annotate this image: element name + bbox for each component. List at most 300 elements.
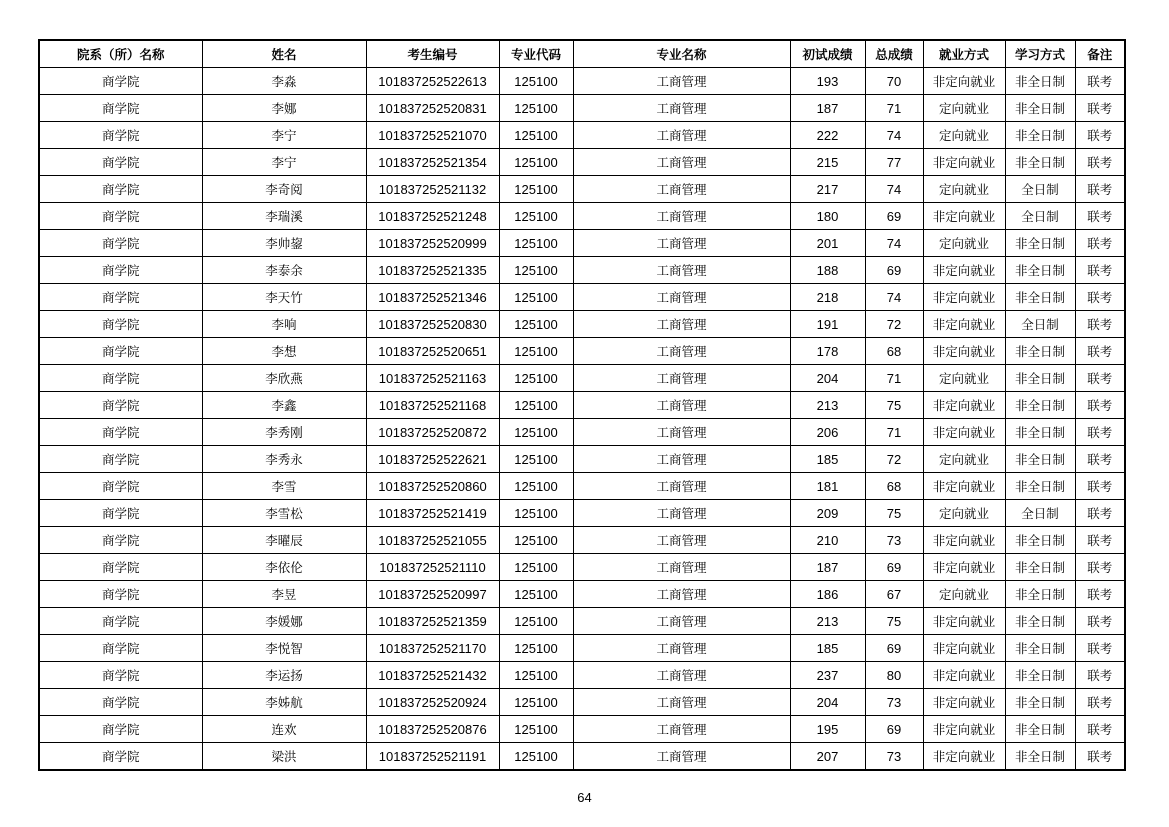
- cell-name: 李悦智: [202, 635, 366, 662]
- cell-total-score: 73: [865, 689, 923, 716]
- cell-major-name: 工商管理: [573, 257, 790, 284]
- cell-department: 商学院: [39, 743, 202, 771]
- cell-major-code: 125100: [499, 95, 573, 122]
- cell-preliminary-score: 201: [790, 230, 865, 257]
- cell-major-code: 125100: [499, 419, 573, 446]
- cell-employment-type: 非定向就业: [923, 716, 1005, 743]
- table-body: [39, 68, 1125, 771]
- cell-department: 商学院: [39, 716, 202, 743]
- cell-major-name: 工商管理: [573, 176, 790, 203]
- cell-total-score: 68: [865, 473, 923, 500]
- cell-total-score: 72: [865, 446, 923, 473]
- cell-remarks: 联考: [1075, 743, 1125, 771]
- cell-employment-type: 非定向就业: [923, 554, 1005, 581]
- cell-department: 商学院: [39, 500, 202, 527]
- cell-remarks: 联考: [1075, 176, 1125, 203]
- cell-major-code: 125100: [499, 662, 573, 689]
- cell-major-code: 125100: [499, 365, 573, 392]
- header-total-score: 总成绩: [865, 40, 923, 68]
- cell-candidate-id: 101837252520924: [366, 689, 499, 716]
- cell-total-score: 75: [865, 608, 923, 635]
- cell-candidate-id: 101837252521168: [366, 392, 499, 419]
- cell-employment-type: 定向就业: [923, 500, 1005, 527]
- cell-remarks: 联考: [1075, 419, 1125, 446]
- cell-study-mode: 全日制: [1005, 176, 1075, 203]
- table-row: [39, 68, 1125, 95]
- cell-preliminary-score: 193: [790, 68, 865, 95]
- cell-remarks: 联考: [1075, 689, 1125, 716]
- cell-candidate-id: 101837252522621: [366, 446, 499, 473]
- cell-study-mode: 非全日制: [1005, 95, 1075, 122]
- cell-major-code: 125100: [499, 203, 573, 230]
- cell-study-mode: 全日制: [1005, 311, 1075, 338]
- cell-name: 李想: [202, 338, 366, 365]
- cell-study-mode: 非全日制: [1005, 365, 1075, 392]
- cell-remarks: 联考: [1075, 527, 1125, 554]
- cell-major-name: 工商管理: [573, 446, 790, 473]
- header-row: [39, 40, 1125, 68]
- cell-preliminary-score: 195: [790, 716, 865, 743]
- cell-remarks: 联考: [1075, 554, 1125, 581]
- table-row: [39, 392, 1125, 419]
- cell-remarks: 联考: [1075, 716, 1125, 743]
- cell-preliminary-score: 178: [790, 338, 865, 365]
- cell-major-name: 工商管理: [573, 581, 790, 608]
- cell-study-mode: 非全日制: [1005, 581, 1075, 608]
- cell-total-score: 69: [865, 716, 923, 743]
- cell-study-mode: 非全日制: [1005, 257, 1075, 284]
- cell-study-mode: 非全日制: [1005, 662, 1075, 689]
- cell-department: 商学院: [39, 608, 202, 635]
- cell-department: 商学院: [39, 122, 202, 149]
- cell-study-mode: 非全日制: [1005, 473, 1075, 500]
- cell-preliminary-score: 213: [790, 608, 865, 635]
- cell-preliminary-score: 210: [790, 527, 865, 554]
- table-row: [39, 311, 1125, 338]
- page-number: 64: [577, 790, 592, 805]
- cell-total-score: 80: [865, 662, 923, 689]
- cell-employment-type: 非定向就业: [923, 338, 1005, 365]
- cell-study-mode: 非全日制: [1005, 608, 1075, 635]
- table-row: [39, 419, 1125, 446]
- cell-major-code: 125100: [499, 689, 573, 716]
- cell-preliminary-score: 204: [790, 689, 865, 716]
- header-major-code: 专业代码: [499, 40, 573, 68]
- cell-major-code: 125100: [499, 716, 573, 743]
- cell-remarks: 联考: [1075, 392, 1125, 419]
- cell-employment-type: 非定向就业: [923, 149, 1005, 176]
- cell-candidate-id: 101837252521335: [366, 257, 499, 284]
- cell-remarks: 联考: [1075, 365, 1125, 392]
- cell-major-code: 125100: [499, 608, 573, 635]
- cell-study-mode: 非全日制: [1005, 689, 1075, 716]
- header-department: 院系（所）名称: [39, 40, 202, 68]
- cell-employment-type: 非定向就业: [923, 257, 1005, 284]
- cell-name: 李响: [202, 311, 366, 338]
- cell-name: 李雪: [202, 473, 366, 500]
- cell-major-code: 125100: [499, 743, 573, 771]
- cell-candidate-id: 101837252520876: [366, 716, 499, 743]
- cell-study-mode: 非全日制: [1005, 635, 1075, 662]
- cell-major-name: 工商管理: [573, 500, 790, 527]
- cell-name: 李昱: [202, 581, 366, 608]
- table-row: [39, 473, 1125, 500]
- cell-remarks: 联考: [1075, 68, 1125, 95]
- table-row: [39, 662, 1125, 689]
- cell-major-code: 125100: [499, 446, 573, 473]
- cell-preliminary-score: 213: [790, 392, 865, 419]
- cell-preliminary-score: 187: [790, 554, 865, 581]
- cell-preliminary-score: 206: [790, 419, 865, 446]
- cell-study-mode: 非全日制: [1005, 68, 1075, 95]
- cell-preliminary-score: 215: [790, 149, 865, 176]
- cell-candidate-id: 101837252521132: [366, 176, 499, 203]
- cell-candidate-id: 101837252521359: [366, 608, 499, 635]
- cell-major-name: 工商管理: [573, 230, 790, 257]
- cell-employment-type: 定向就业: [923, 122, 1005, 149]
- cell-total-score: 68: [865, 338, 923, 365]
- cell-employment-type: 非定向就业: [923, 527, 1005, 554]
- cell-candidate-id: 101837252520860: [366, 473, 499, 500]
- cell-remarks: 联考: [1075, 230, 1125, 257]
- cell-major-name: 工商管理: [573, 392, 790, 419]
- cell-study-mode: 非全日制: [1005, 419, 1075, 446]
- cell-study-mode: 非全日制: [1005, 527, 1075, 554]
- cell-major-name: 工商管理: [573, 689, 790, 716]
- cell-major-code: 125100: [499, 284, 573, 311]
- cell-major-code: 125100: [499, 338, 573, 365]
- cell-major-code: 125100: [499, 635, 573, 662]
- cell-name: 李娜: [202, 95, 366, 122]
- cell-major-code: 125100: [499, 230, 573, 257]
- cell-major-code: 125100: [499, 581, 573, 608]
- cell-major-name: 工商管理: [573, 95, 790, 122]
- table-row: [39, 500, 1125, 527]
- table-row: [39, 149, 1125, 176]
- cell-preliminary-score: 237: [790, 662, 865, 689]
- cell-remarks: 联考: [1075, 473, 1125, 500]
- cell-major-code: 125100: [499, 122, 573, 149]
- cell-department: 商学院: [39, 257, 202, 284]
- table-row: [39, 635, 1125, 662]
- cell-department: 商学院: [39, 581, 202, 608]
- cell-candidate-id: 101837252520999: [366, 230, 499, 257]
- cell-major-code: 125100: [499, 176, 573, 203]
- cell-total-score: 67: [865, 581, 923, 608]
- cell-candidate-id: 101837252521110: [366, 554, 499, 581]
- cell-employment-type: 非定向就业: [923, 203, 1005, 230]
- cell-name: 李天竹: [202, 284, 366, 311]
- cell-department: 商学院: [39, 203, 202, 230]
- cell-total-score: 71: [865, 95, 923, 122]
- cell-preliminary-score: 191: [790, 311, 865, 338]
- cell-name: 李奇阅: [202, 176, 366, 203]
- cell-department: 商学院: [39, 527, 202, 554]
- cell-major-name: 工商管理: [573, 122, 790, 149]
- cell-major-name: 工商管理: [573, 608, 790, 635]
- cell-employment-type: 非定向就业: [923, 68, 1005, 95]
- cell-remarks: 联考: [1075, 446, 1125, 473]
- cell-candidate-id: 101837252520651: [366, 338, 499, 365]
- cell-major-name: 工商管理: [573, 338, 790, 365]
- cell-employment-type: 定向就业: [923, 446, 1005, 473]
- cell-preliminary-score: 181: [790, 473, 865, 500]
- header-preliminary-score: 初试成绩: [790, 40, 865, 68]
- cell-remarks: 联考: [1075, 500, 1125, 527]
- cell-name: 李帅鋆: [202, 230, 366, 257]
- cell-department: 商学院: [39, 176, 202, 203]
- cell-study-mode: 非全日制: [1005, 554, 1075, 581]
- cell-major-name: 工商管理: [573, 419, 790, 446]
- header-study-mode: 学习方式: [1005, 40, 1075, 68]
- cell-major-code: 125100: [499, 311, 573, 338]
- cell-preliminary-score: 209: [790, 500, 865, 527]
- cell-remarks: 联考: [1075, 122, 1125, 149]
- header-name: 姓名: [202, 40, 366, 68]
- table-row: [39, 743, 1125, 771]
- table-row: [39, 338, 1125, 365]
- cell-name: 李运扬: [202, 662, 366, 689]
- cell-preliminary-score: 186: [790, 581, 865, 608]
- cell-major-name: 工商管理: [573, 554, 790, 581]
- cell-department: 商学院: [39, 95, 202, 122]
- cell-candidate-id: 101837252522613: [366, 68, 499, 95]
- cell-major-code: 125100: [499, 149, 573, 176]
- cell-name: 李秀刚: [202, 419, 366, 446]
- cell-remarks: 联考: [1075, 662, 1125, 689]
- cell-employment-type: 非定向就业: [923, 689, 1005, 716]
- cell-total-score: 77: [865, 149, 923, 176]
- table-row: [39, 284, 1125, 311]
- cell-remarks: 联考: [1075, 95, 1125, 122]
- cell-study-mode: 非全日制: [1005, 392, 1075, 419]
- cell-name: 李欣燕: [202, 365, 366, 392]
- cell-candidate-id: 101837252521055: [366, 527, 499, 554]
- cell-employment-type: 非定向就业: [923, 392, 1005, 419]
- table-row: [39, 176, 1125, 203]
- cell-preliminary-score: 207: [790, 743, 865, 771]
- cell-major-code: 125100: [499, 392, 573, 419]
- cell-employment-type: 定向就业: [923, 365, 1005, 392]
- cell-remarks: 联考: [1075, 149, 1125, 176]
- cell-remarks: 联考: [1075, 608, 1125, 635]
- cell-major-name: 工商管理: [573, 365, 790, 392]
- cell-name: 李宁: [202, 122, 366, 149]
- cell-name: 李曜辰: [202, 527, 366, 554]
- cell-name: 李泰余: [202, 257, 366, 284]
- cell-study-mode: 非全日制: [1005, 743, 1075, 771]
- cell-candidate-id: 101837252521248: [366, 203, 499, 230]
- cell-major-name: 工商管理: [573, 662, 790, 689]
- cell-department: 商学院: [39, 230, 202, 257]
- cell-study-mode: 全日制: [1005, 203, 1075, 230]
- cell-remarks: 联考: [1075, 203, 1125, 230]
- cell-remarks: 联考: [1075, 581, 1125, 608]
- cell-major-name: 工商管理: [573, 311, 790, 338]
- cell-employment-type: 定向就业: [923, 95, 1005, 122]
- cell-preliminary-score: 218: [790, 284, 865, 311]
- cell-candidate-id: 101837252521170: [366, 635, 499, 662]
- cell-candidate-id: 101837252520872: [366, 419, 499, 446]
- cell-study-mode: 全日制: [1005, 500, 1075, 527]
- cell-remarks: 联考: [1075, 257, 1125, 284]
- cell-department: 商学院: [39, 473, 202, 500]
- cell-total-score: 69: [865, 257, 923, 284]
- cell-total-score: 73: [865, 527, 923, 554]
- cell-department: 商学院: [39, 392, 202, 419]
- cell-name: 李雪松: [202, 500, 366, 527]
- cell-remarks: 联考: [1075, 635, 1125, 662]
- table-row: [39, 203, 1125, 230]
- cell-preliminary-score: 217: [790, 176, 865, 203]
- cell-total-score: 69: [865, 554, 923, 581]
- cell-major-name: 工商管理: [573, 527, 790, 554]
- cell-department: 商学院: [39, 419, 202, 446]
- table-row: [39, 581, 1125, 608]
- cell-candidate-id: 101837252521070: [366, 122, 499, 149]
- cell-department: 商学院: [39, 554, 202, 581]
- table-row: [39, 527, 1125, 554]
- cell-study-mode: 非全日制: [1005, 149, 1075, 176]
- cell-total-score: 69: [865, 635, 923, 662]
- cell-name: 李瑞溪: [202, 203, 366, 230]
- cell-employment-type: 定向就业: [923, 581, 1005, 608]
- header-employment-type: 就业方式: [923, 40, 1005, 68]
- cell-candidate-id: 101837252521163: [366, 365, 499, 392]
- cell-major-name: 工商管理: [573, 743, 790, 771]
- cell-preliminary-score: 187: [790, 95, 865, 122]
- cell-candidate-id: 101837252520830: [366, 311, 499, 338]
- cell-name: 李鑫: [202, 392, 366, 419]
- cell-major-name: 工商管理: [573, 284, 790, 311]
- cell-name: 梁洪: [202, 743, 366, 771]
- cell-major-name: 工商管理: [573, 203, 790, 230]
- cell-total-score: 71: [865, 419, 923, 446]
- cell-study-mode: 非全日制: [1005, 446, 1075, 473]
- cell-total-score: 69: [865, 203, 923, 230]
- cell-preliminary-score: 222: [790, 122, 865, 149]
- cell-total-score: 71: [865, 365, 923, 392]
- cell-total-score: 70: [865, 68, 923, 95]
- cell-employment-type: 非定向就业: [923, 662, 1005, 689]
- cell-name: 连欢: [202, 716, 366, 743]
- cell-major-code: 125100: [499, 68, 573, 95]
- cell-major-code: 125100: [499, 500, 573, 527]
- cell-major-name: 工商管理: [573, 149, 790, 176]
- cell-study-mode: 非全日制: [1005, 284, 1075, 311]
- cell-preliminary-score: 188: [790, 257, 865, 284]
- header-major-name: 专业名称: [573, 40, 790, 68]
- cell-department: 商学院: [39, 662, 202, 689]
- cell-name: 李宁: [202, 149, 366, 176]
- cell-major-code: 125100: [499, 257, 573, 284]
- cell-name: 李姊航: [202, 689, 366, 716]
- cell-employment-type: 非定向就业: [923, 608, 1005, 635]
- cell-major-code: 125100: [499, 473, 573, 500]
- table-row: [39, 608, 1125, 635]
- cell-total-score: 75: [865, 500, 923, 527]
- cell-employment-type: 非定向就业: [923, 635, 1005, 662]
- table-row: [39, 230, 1125, 257]
- table-row: [39, 257, 1125, 284]
- cell-candidate-id: 101837252520831: [366, 95, 499, 122]
- cell-department: 商学院: [39, 149, 202, 176]
- cell-employment-type: 定向就业: [923, 176, 1005, 203]
- cell-department: 商学院: [39, 338, 202, 365]
- cell-name: 李淼: [202, 68, 366, 95]
- table-row: [39, 365, 1125, 392]
- cell-study-mode: 非全日制: [1005, 716, 1075, 743]
- cell-study-mode: 非全日制: [1005, 230, 1075, 257]
- cell-major-name: 工商管理: [573, 716, 790, 743]
- cell-study-mode: 非全日制: [1005, 122, 1075, 149]
- table-row: [39, 446, 1125, 473]
- cell-department: 商学院: [39, 68, 202, 95]
- cell-total-score: 74: [865, 176, 923, 203]
- table-row: [39, 689, 1125, 716]
- cell-candidate-id: 101837252521432: [366, 662, 499, 689]
- cell-total-score: 73: [865, 743, 923, 771]
- header-remarks: 备注: [1075, 40, 1125, 68]
- cell-department: 商学院: [39, 284, 202, 311]
- cell-total-score: 74: [865, 122, 923, 149]
- cell-major-name: 工商管理: [573, 473, 790, 500]
- cell-department: 商学院: [39, 446, 202, 473]
- cell-department: 商学院: [39, 635, 202, 662]
- cell-candidate-id: 101837252521354: [366, 149, 499, 176]
- cell-major-name: 工商管理: [573, 635, 790, 662]
- cell-study-mode: 非全日制: [1005, 338, 1075, 365]
- admission-list-table: [38, 39, 1126, 771]
- cell-candidate-id: 101837252520997: [366, 581, 499, 608]
- cell-remarks: 联考: [1075, 311, 1125, 338]
- cell-total-score: 75: [865, 392, 923, 419]
- cell-employment-type: 非定向就业: [923, 743, 1005, 771]
- cell-employment-type: 非定向就业: [923, 311, 1005, 338]
- cell-candidate-id: 101837252521419: [366, 500, 499, 527]
- cell-preliminary-score: 185: [790, 635, 865, 662]
- cell-name: 李秀永: [202, 446, 366, 473]
- cell-employment-type: 非定向就业: [923, 473, 1005, 500]
- cell-preliminary-score: 185: [790, 446, 865, 473]
- cell-name: 李依伦: [202, 554, 366, 581]
- cell-remarks: 联考: [1075, 338, 1125, 365]
- table-row: [39, 716, 1125, 743]
- cell-department: 商学院: [39, 365, 202, 392]
- table-row: [39, 122, 1125, 149]
- table-row: [39, 554, 1125, 581]
- cell-major-name: 工商管理: [573, 68, 790, 95]
- cell-major-code: 125100: [499, 527, 573, 554]
- cell-department: 商学院: [39, 689, 202, 716]
- table-row: [39, 95, 1125, 122]
- cell-remarks: 联考: [1075, 284, 1125, 311]
- header-candidate-id: 考生编号: [366, 40, 499, 68]
- cell-employment-type: 定向就业: [923, 230, 1005, 257]
- cell-total-score: 74: [865, 230, 923, 257]
- cell-department: 商学院: [39, 311, 202, 338]
- cell-major-code: 125100: [499, 554, 573, 581]
- cell-candidate-id: 101837252521191: [366, 743, 499, 771]
- cell-preliminary-score: 180: [790, 203, 865, 230]
- cell-employment-type: 非定向就业: [923, 284, 1005, 311]
- cell-employment-type: 非定向就业: [923, 419, 1005, 446]
- cell-name: 李媛娜: [202, 608, 366, 635]
- cell-total-score: 74: [865, 284, 923, 311]
- cell-candidate-id: 101837252521346: [366, 284, 499, 311]
- cell-total-score: 72: [865, 311, 923, 338]
- cell-preliminary-score: 204: [790, 365, 865, 392]
